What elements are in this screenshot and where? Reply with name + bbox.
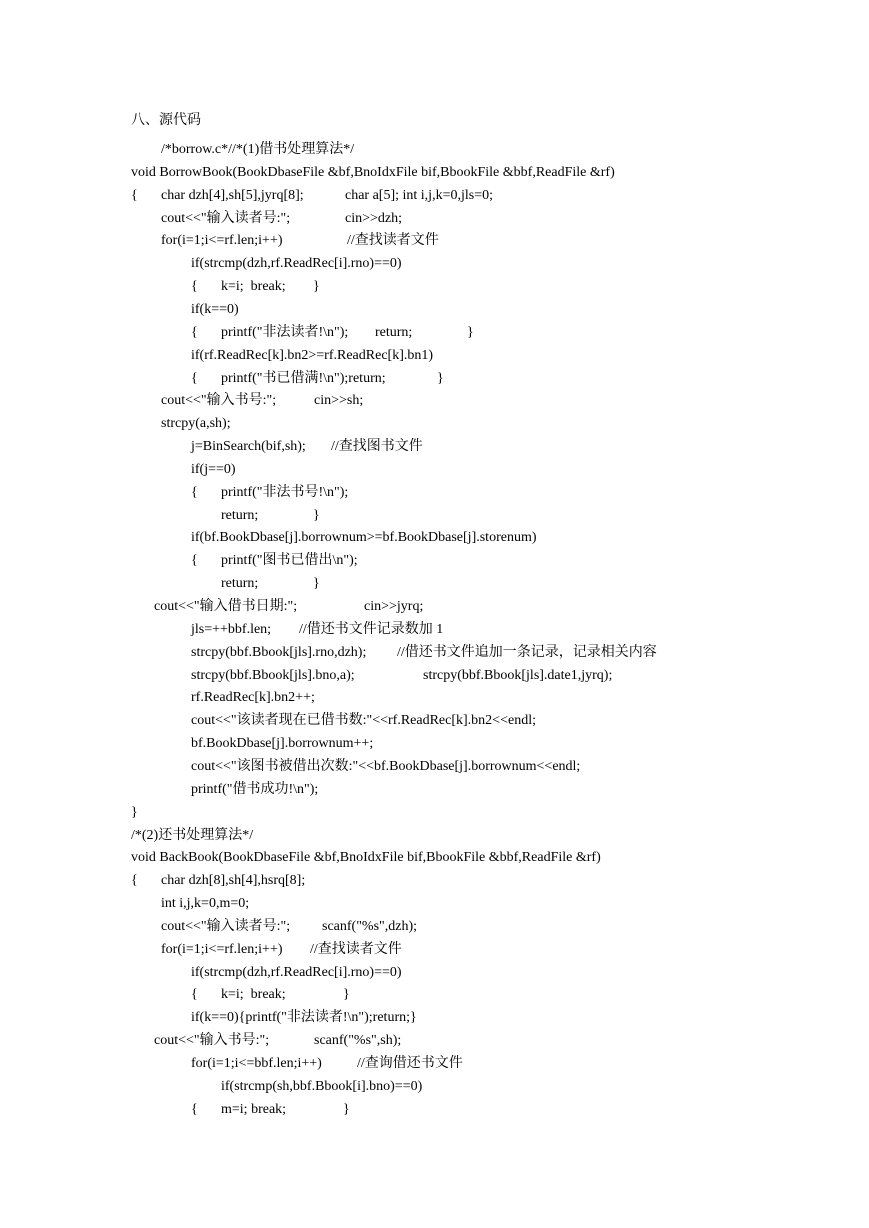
code-segment: if(rf.ReadRec[k].bn2>=rf.ReadRec[k].bn1) — [191, 348, 434, 363]
code-segment: } — [313, 508, 320, 523]
code-segment: } — [313, 576, 320, 591]
code-segment: if(j==0) — [191, 462, 236, 477]
code-segment: printf("书已借满!\n");return; — [221, 371, 386, 386]
code-segment: strcpy(bbf.Bbook[jls].date1,jyrq); — [423, 668, 613, 683]
code-segment: if(k==0) — [191, 302, 239, 317]
code-segment: char dzh[4],sh[5],jyrq[8]; — [161, 188, 304, 203]
code-segment: if(strcmp(dzh,rf.ReadRec[i].rno)==0) — [191, 256, 402, 271]
code-segment: cout<<"输入读者号:"; — [161, 211, 291, 226]
code-segment: for(i=1;i<=bbf.len;i++) — [191, 1056, 322, 1071]
code-segment: cin>>jyrq; — [364, 599, 424, 614]
code-segment: printf("图书已借出\n"); — [221, 553, 358, 568]
code-segment: return; — [221, 576, 259, 591]
code-segment: if(k==0){printf("非法读者!\n");return;} — [191, 1010, 417, 1025]
code-segment: /*borrow.c*//*(1)借书处理算法*/ — [161, 142, 355, 157]
code-segment: scanf("%s",sh); — [314, 1033, 402, 1048]
code-segment: //查找读者文件 — [310, 942, 402, 957]
code-segment: { — [191, 485, 198, 500]
code-segment: { — [191, 325, 198, 340]
code-segment: void BorrowBook(BookDbaseFile &bf,BnoIdxFile bif,BbookFile &bbf,ReadFile &rf) — [131, 165, 615, 180]
code-segment: k=i; break; — [221, 279, 286, 294]
section-heading: 八、源代码 — [131, 113, 201, 128]
code-segment: return; — [221, 508, 259, 523]
code-segment: strcpy(a,sh); — [161, 416, 231, 431]
code-segment: char dzh[8],sh[4],hsrq[8]; — [161, 873, 306, 888]
code-segment: printf("借书成功!\n"); — [191, 782, 319, 797]
code-segment: for(i=1;i<=rf.len;i++) — [161, 233, 283, 248]
code-segment: for(i=1;i<=rf.len;i++) — [161, 942, 283, 957]
code-segment: //借还书文件追加一条记录，记录相关内容 — [397, 645, 657, 660]
code-segment: char a[5]; int i,j,k=0,jls=0; — [345, 188, 493, 203]
code-segment: scanf("%s",dzh); — [322, 919, 418, 934]
code-segment: strcpy(bbf.Bbook[jls].rno,dzh); — [191, 645, 367, 660]
code-segment: cout<<"该读者现在已借书数:"<<rf.ReadRec[k].bn2<<endl; — [191, 713, 536, 728]
code-segment: k=i; break; — [221, 987, 286, 1002]
code-segment: cout<<"该图书被借出次数:"<<bf.BookDbase[j].borrownum<<endl; — [191, 759, 581, 774]
code-segment: { — [191, 1102, 198, 1117]
code-segment: } — [437, 371, 444, 386]
code-segment: } — [343, 1102, 350, 1117]
code-segment: { — [131, 873, 138, 888]
code-segment: m=i; break; — [221, 1102, 287, 1117]
code-segment: { — [191, 553, 198, 568]
code-segment: cin>>sh; — [314, 393, 364, 408]
code-segment: cout<<"输入书号:"; — [161, 393, 277, 408]
code-segment: cout<<"输入借书日期:"; — [154, 599, 298, 614]
code-segment: /*(2)还书处理算法*/ — [131, 828, 254, 843]
code-segment: jls=++bbf.len; — [191, 622, 272, 637]
code-segment: cout<<"输入读者号:"; — [161, 919, 291, 934]
code-segment: { — [191, 279, 198, 294]
code-segment: //查找图书文件 — [331, 439, 423, 454]
code-segment: if(strcmp(sh,bbf.Bbook[i].bno)==0) — [221, 1079, 423, 1094]
code-segment: } — [343, 987, 350, 1002]
code-segment: //借还书文件记录数加 1 — [299, 622, 444, 637]
code-segment: { — [191, 987, 198, 1002]
code-segment: //查找读者文件 — [347, 233, 439, 248]
code-segment: printf("非法书号!\n"); — [221, 485, 349, 500]
code-segment: { — [191, 371, 198, 386]
code-segment: printf("非法读者!\n"); — [221, 325, 349, 340]
code-segment: { — [131, 188, 138, 203]
code-segment: } — [131, 805, 138, 820]
code-segment: rf.ReadRec[k].bn2++; — [191, 690, 315, 705]
code-segment: return; — [375, 325, 413, 340]
code-segment: strcpy(bbf.Bbook[jls].bno,a); — [191, 668, 355, 683]
code-segment: bf.BookDbase[j].borrownum++; — [191, 736, 374, 751]
code-segment: cout<<"输入书号:"; — [154, 1033, 270, 1048]
code-segment: int i,j,k=0,m=0; — [161, 896, 250, 911]
code-segment: //查询借还书文件 — [357, 1056, 463, 1071]
code-segment: } — [467, 325, 474, 340]
code-segment: } — [313, 279, 320, 294]
code-segment: void BackBook(BookDbaseFile &bf,BnoIdxFile bif,BbookFile &bbf,ReadFile &rf) — [131, 850, 601, 865]
code-segment: if(bf.BookDbase[j].borrownum>=bf.BookDbase[j].storenum) — [191, 530, 537, 545]
code-segment: cin>>dzh; — [345, 211, 402, 226]
code-segment: j=BinSearch(bif,sh); — [191, 439, 306, 454]
code-segment: if(strcmp(dzh,rf.ReadRec[i].rno)==0) — [191, 965, 402, 980]
